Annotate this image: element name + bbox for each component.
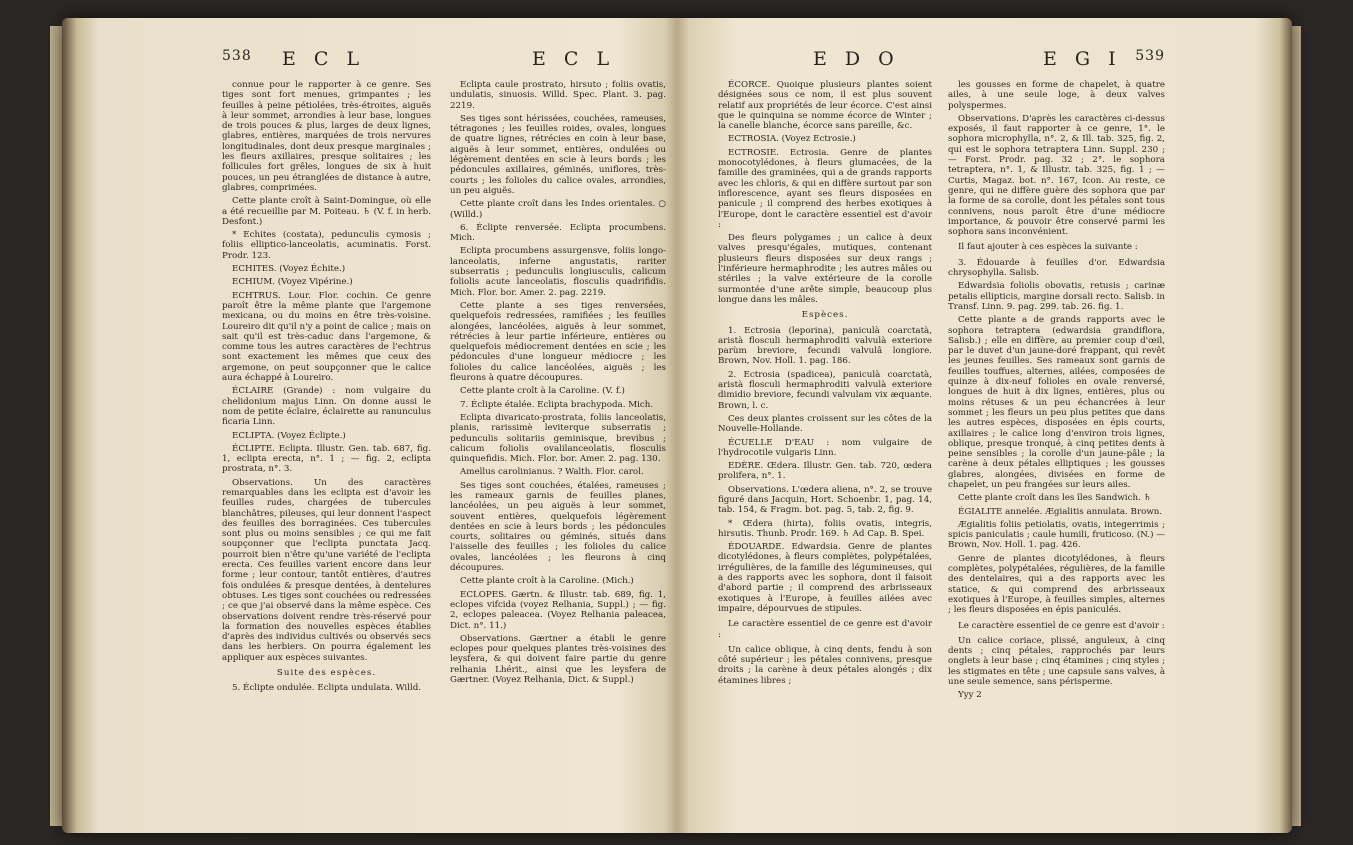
paragraph: 2. Ectrosia (spadicea), paniculà coarctatà, aristà flosculi hermaphroditi valvulà exteriore dimidio breviore, fecundi valvulam vix æquante. Brown, l. c. bbox=[718, 369, 932, 411]
right-page-number: 539 bbox=[1135, 48, 1165, 64]
paragraph: Eclipta caule prostrato, hirsuto ; foliis ovatis, undulatis, sinuosis. Willd. Spec. Plant. 3. pag. 2219. bbox=[450, 80, 666, 111]
paragraph: Suite des espèces. bbox=[276, 668, 377, 679]
paragraph: Un calice oblique, à cinq dents, fendu à son côté supérieur ; les pétales connivens, presque droits ; la carène à deux pétales alongés ; dix étamines libres ; bbox=[718, 644, 932, 686]
paragraph: ECHTRUS. Lour. Flor. cochin. Ce genre paroît être la même plante que l'argemone mexicana, ou du moins en être très-voisine. Loureiro dit qu'il n'y a point de calice ; mais on sait qu'il est très-caduc dans l'argemone, & comme tous les autres caractères de l'echtrus sont exactement les mêmes que ceux des argemone, on peut soupçonner que le calice aura échappé à Loureiro. bbox=[222, 290, 431, 384]
paragraph: Observations. L'œdera aliena, n°. 2, se trouve figuré dans Jacquin, Hort. Schoenbr. 1, pag. 14, tab. 154, & Fragm. bot. pag. 5, tab. 2, fig. 9. bbox=[718, 484, 932, 516]
paragraph: Cette plante croît dans les îles Sandwich. ♄ bbox=[958, 493, 1152, 504]
paragraph: * Œdera (hirta), foliis ovatis, integris, hirsutis. Thunb. Prodr. 169. ♄ Ad Cap. B. Spei. bbox=[718, 518, 932, 539]
paragraph: Il faut ajouter à ces espèces la suivante : bbox=[958, 242, 1138, 253]
paragraph: Ses tiges sont hérissées, couchées, rameuses, tétragones ; les feuilles roides, ovales, longues de quatre lignes, rétrécies en coin à leur base, aiguës à leur sommet, entières, ondulées ou légèrement dentées en scie à leurs bords ; les pédoncules axillaires, géminés, uniflores, très-courts ; les folioles du calice ovales, arrondies, un peu aiguës. bbox=[450, 113, 666, 196]
paragraph: Ces deux plantes croissent sur les côtes de la Nouvelle-Hollande. bbox=[718, 413, 932, 435]
paragraph: Cette plante croît à la Caroline. (V. f.) bbox=[460, 386, 625, 397]
paragraph: Le caractère essentiel de ce genre est d'avoir : bbox=[958, 620, 1165, 631]
paragraph: 5. Éclipte ondulée. Eclipta undulata. Willd. bbox=[232, 683, 422, 694]
left-page-number: 538 bbox=[222, 48, 252, 64]
paragraph: Le caractère essentiel de ce genre est d'avoir : bbox=[718, 619, 932, 640]
paragraph: ECTROSIE. Ectrosia. Genre de plantes monocotylédones, à fleurs glumacées, de la famille des graminées, qui a de grands rapports avec les chloris, & qui en diffère surtout par son inflorescence, ayant ses fleurs disposées en panicule ; il comprend des herbes exotiques à l'Europe, dont le caractère essentiel est d'avoir : bbox=[718, 147, 932, 230]
left-running-title-2: E C L bbox=[532, 48, 616, 70]
right-running-title-2: E G I bbox=[1043, 48, 1122, 70]
paragraph: Genre de plantes dicotylédones, à fleurs complètes, polypétalées, régulières, de la famille des dentelaires, qui a des rapports avec les statice, & qui comprend des arbrisseaux exotiques à l'Europe, à feuilles simples, alternes ; les fleurs disposées en épis paniculés. bbox=[948, 553, 1165, 616]
paragraph: ECLIPTA. (Voyez Éclipte.) bbox=[232, 430, 346, 441]
paragraph: Espèces. bbox=[801, 310, 849, 321]
right-running-title-1: E D O bbox=[813, 48, 900, 70]
right-column-2 bbox=[948, 80, 1165, 704]
left-running-title-1: E C L bbox=[282, 48, 366, 70]
paragraph: Cette plante croît à Saint-Domingue, où elle a été recueillie par M. Poiteau. ♄ (V. f. in herb. Desfont.) bbox=[222, 196, 431, 227]
right-page-header bbox=[718, 48, 1165, 70]
paragraph: Edwardsia foliolis obovatis, retusis ; carinæ petalis ellipticis, margine dorsali recto. Salisb. in Transf. Linn. 9. pag. 299. tab. 26. fig. 1. bbox=[948, 281, 1165, 312]
paragraph: 6. Éclipte renversée. Eclipta procumbens. Mich. bbox=[450, 222, 666, 244]
paragraph: Cette plante a de grands rapports avec le sophora tetraptera (edwardsia grandiflora, Salisb.) ; elle en diffère, au premier coup d'œil, par le duvet d'un jaune-doré frappant, qui revêt les jeunes feuilles. Ses rameaux sont garnis de feuilles touffues, alternes, ailées, composées de quinze à dix-neuf folioles en ovale renversé, longues de huit à dix lignes, entières, plus ou moins rétuses & un peu échancrées à leur sommet ; les fleurs un peu plus petites que dans les autres espèces, disposées en épis courts, axillaires ; le calice long d'environ trois lignes, oblique, presque tronqué, à cinq petites dents à peine sensibles ; la corolle d'un jaune-pâle ; la carène à deux pétales elliptiques ; les gousses glabres, alongées, divisées en forme de chapelet, un peu frangées sur leurs ailes. bbox=[948, 315, 1165, 490]
paragraph: ECLOPES. Gærtn. & Illustr. tab. 689, fig. 1, eclopes vifcida (voyez Relhania, Suppl.) ; — fig. 2, eclopes paleacea. (Voyez Relhania paleacea, Dict. n°. 11.) bbox=[450, 589, 666, 631]
paragraph: ÉCLAIRE (Grande) : nom vulgaire du chelidonium majus Linn. On donne aussi le nom de petite éclaire, éclairette au ranunculus ficaria Linn. bbox=[222, 386, 431, 428]
paragraph: connue pour le rapporter à ce genre. Ses tiges sont fort menues, grimpantes ; les feuilles à peine pétiolées, très-étroites, aiguës à leur sommet, arrondies à leur base, longues de trois pouces & plus, larges de deux lignes, glabres, entières, marquées de trois nervures longitudinales, dont deux presque marginales ; les fleurs axillaires, presque solitaires ; les follicules fort grêles, longues de six à huit pouces, un peu étranglées de distance à autre, glabres, comprimées. bbox=[222, 80, 431, 193]
paragraph: Un calice coriace, plissé, anguleux, à cinq dents ; cinq pétales, rapprochés par leurs onglets à leur base ; cinq étamines ; cinq styles ; les stigmates en tête ; une capsule sans valves, à une seule semence, sans périsperme. bbox=[948, 635, 1165, 688]
left-column-1 bbox=[222, 80, 431, 697]
paragraph: les gousses en forme de chapelet, à quatre ailes, à une seule loge, à deux valves polyspermes. bbox=[948, 80, 1165, 111]
paragraph: ÉCUELLE D'EAU : nom vulgaire de l'hydrocotile vulgaris Linn. bbox=[718, 437, 932, 458]
paragraph: Cette plante a ses tiges renversées, quelquefois redressées, ramifiées ; les feuilles alongées, lancéolées, aiguës à leur sommet, rétrécies à leur partie inférieure, entières ou quelquefois médiocrement dentées en scie ; les pédoncules d'une longueur médiocre ; les folioles du calice lancéolées, aiguës ; les fleurons à quatre découpures. bbox=[450, 300, 666, 384]
paragraph: ÉGIALITE annelée. Ægialitis annulata. Brown. bbox=[958, 506, 1163, 517]
paragraph: ÉCLIPTE. Eclipta. Illustr. Gen. tab. 687, fig. 1, eclipta erecta, n°. 1 ; — fig. 2, eclipta prostrata, n°. 3. bbox=[222, 443, 431, 475]
paragraph: Ægialitis foliis petiolatis, ovatis, integerrimis ; spicis paniculatis ; caule humili, fruticoso. (N.) — Brown, Nov. Holl. 1. pag. 426. bbox=[948, 519, 1165, 551]
left-page-header bbox=[222, 48, 669, 70]
paragraph: 1. Ectrosia (leporina), paniculà coarctatà, aristà flosculi hermaphroditi valvulà exteriore parùm breviore, fecundi valvulâ longiore. Brown, Nov. Holl. 1. pag. 186. bbox=[718, 325, 932, 367]
paragraph: Cette plante croît à la Caroline. (Mich.) bbox=[460, 576, 634, 587]
paragraph: Observations. D'après les caractères ci-dessus exposés, il faut rapporter à ce genre, 1°. le sophora microphylla, n°. 2, & Ill. tab. 325, fig. 2, qui est le sophora tetraptera Linn. Suppl. 230 ; — Forst. Prodr. pag. 32 ; 2°. le sophora tetraptera, n°. 1, & Illustr. tab. 325, fig. 1 ; — Curtis, Magaz. bot. n°. 167, Icon. Au reste, ce genre, qui ne diffère guère des sophora que par la forme de sa corolle, dont les pétales sont tous connivens, nous paroît être d'une médiocre importance, & pouvoir être conservé parmi les sophora sans inconvénient. bbox=[948, 113, 1165, 238]
paragraph: EDÈRE. Œdera. Illustr. Gen. tab. 720, œdera prolifera, n°. 1. bbox=[718, 461, 932, 482]
paragraph: Observations. Gærtner a établi le genre eclopes pour quelques plantes très-voisines des leysfera, & qui doivent faire partie du genre relhania Lhérit., ainsi que les leysfera de Gærtner. (Voyez Relhania, Dict. & Suppl.) bbox=[450, 633, 666, 686]
left-column-2 bbox=[450, 80, 666, 688]
paragraph: ECHIUM. (Voyez Vipérine.) bbox=[232, 277, 353, 288]
paragraph: ECTROSIA. (Voyez Ectrosie.) bbox=[728, 134, 856, 145]
paragraph: Observations. Un des caractères remarquables dans les eclipta est d'avoir les feuilles rudes, chargées de tubercules blanchâtres, pileuses, qui leur donnent l'aspect des feuilles des borraginées. Ces tubercules sont plus ou moins sensibles ; ce qui me fait soupçonner que l'eclipta punctata Jacq. pourroit bien n'être qu'une variété de l'eclipta erecta. Ces feuilles varient encore dans leur forme ; leur contour, tantôt entières, d'autres fois ondulées & presque dentées, à dentelures obtuses. Les tiges sont couchées ou redressées ; ce que j'ai observé dans la même espèce. Ces observations doivent rendre très-réservé pour la formation des nouvelles espèces établies d'après des individus cultivés ou observés secs dans les herbiers. On pourra également les appliquer aux espèces suivantes. bbox=[222, 477, 431, 663]
paragraph: ÉDOUARDE. Edwardsia. Genre de plantes dicotylédones, à fleurs complètes, polypétalées, irrégulières, de la famille des légumineuses, qui a des rapports avec les sophora, dont il faisoit d'abord partie ; il comprend des arbrisseaux exotiques à l'Europe, à feuilles ailées avec impaire, dépourvues de stipules. bbox=[718, 542, 932, 614]
paragraph: * Echites (costata), pedunculis cymosis ; foliis elliptico-lanceolatis, acuminatis. Forst. Prodr. 123. bbox=[222, 230, 431, 261]
paragraph: Cette plante croît dans les Indes orientales. ○ (Willd.) bbox=[450, 199, 666, 220]
paragraph: 7. Éclipte étalée. Eclipta brachypoda. Mich. bbox=[460, 399, 654, 410]
paragraph: Ses tiges sont couchées, étalées, rameuses ; les rameaux garnis de feuilles planes, lancéolées, un peu aiguës à leur sommet, souvent entières, quelquefois légèrement dentées en scie à leurs bords ; les pédoncules courts, solitaires ou géminés, situés dans l'aisselle des feuilles ; les folioles du calice ovales, lancéolées ; les fleurons à cinq découpures. bbox=[450, 480, 666, 574]
paragraph: Des fleurs polygames ; un calice à deux valves presqu'égales, mutiques, contenant plusieurs fleurs disposées sur deux rangs ; l'inférieure hermaphrodite ; les autres mâles ou stériles ; la valve extérieure de la corolle surmontée d'une arête simple, beaucoup plus longue dans les mâles. bbox=[718, 233, 932, 305]
paragraph: ECHITES. (Voyez Échite.) bbox=[232, 264, 346, 275]
right-column-1 bbox=[718, 80, 932, 689]
paragraph: ÉCORCE. Quoique plusieurs plantes soient désignées sous ce nom, il est plus souvent relatif aux propriétés de leur écorce. C'est ainsi que le quinquina se nomme écorce de Winter ; la canelle blanche, écorce sans pareille, &c. bbox=[718, 80, 932, 132]
paragraph: Amellus carolinianus. ? Walth. Flor. carol. bbox=[460, 467, 644, 478]
paragraph: Yyy 2 bbox=[958, 690, 982, 701]
paragraph: Eclipta divaricato-prostrata, foliis lanceolatis, planis, rarissimè leviterque subserratis ; pedunculis solitariis geminisque, brevibus ; calicum foliolis ovalilanceolatis, flosculis quinquefidis. Mich. Flor. bor. Amer. 2. pag. 130. bbox=[450, 412, 666, 465]
paragraph: Eclipta procumbens assurgensve, foliis longo-lanceolatis, inferne angustatis, rariter subserratis ; pedunculis longiusculis, calicum foliolis acute lanceolatis, flosculis quadrifidis. Mich. Flor. bor. Amer. 2. pag. 2219. bbox=[450, 246, 666, 298]
paragraph: 3. Édouarde à feuilles d'or. Edwardsia chrysophylla. Salisb. bbox=[948, 257, 1165, 279]
